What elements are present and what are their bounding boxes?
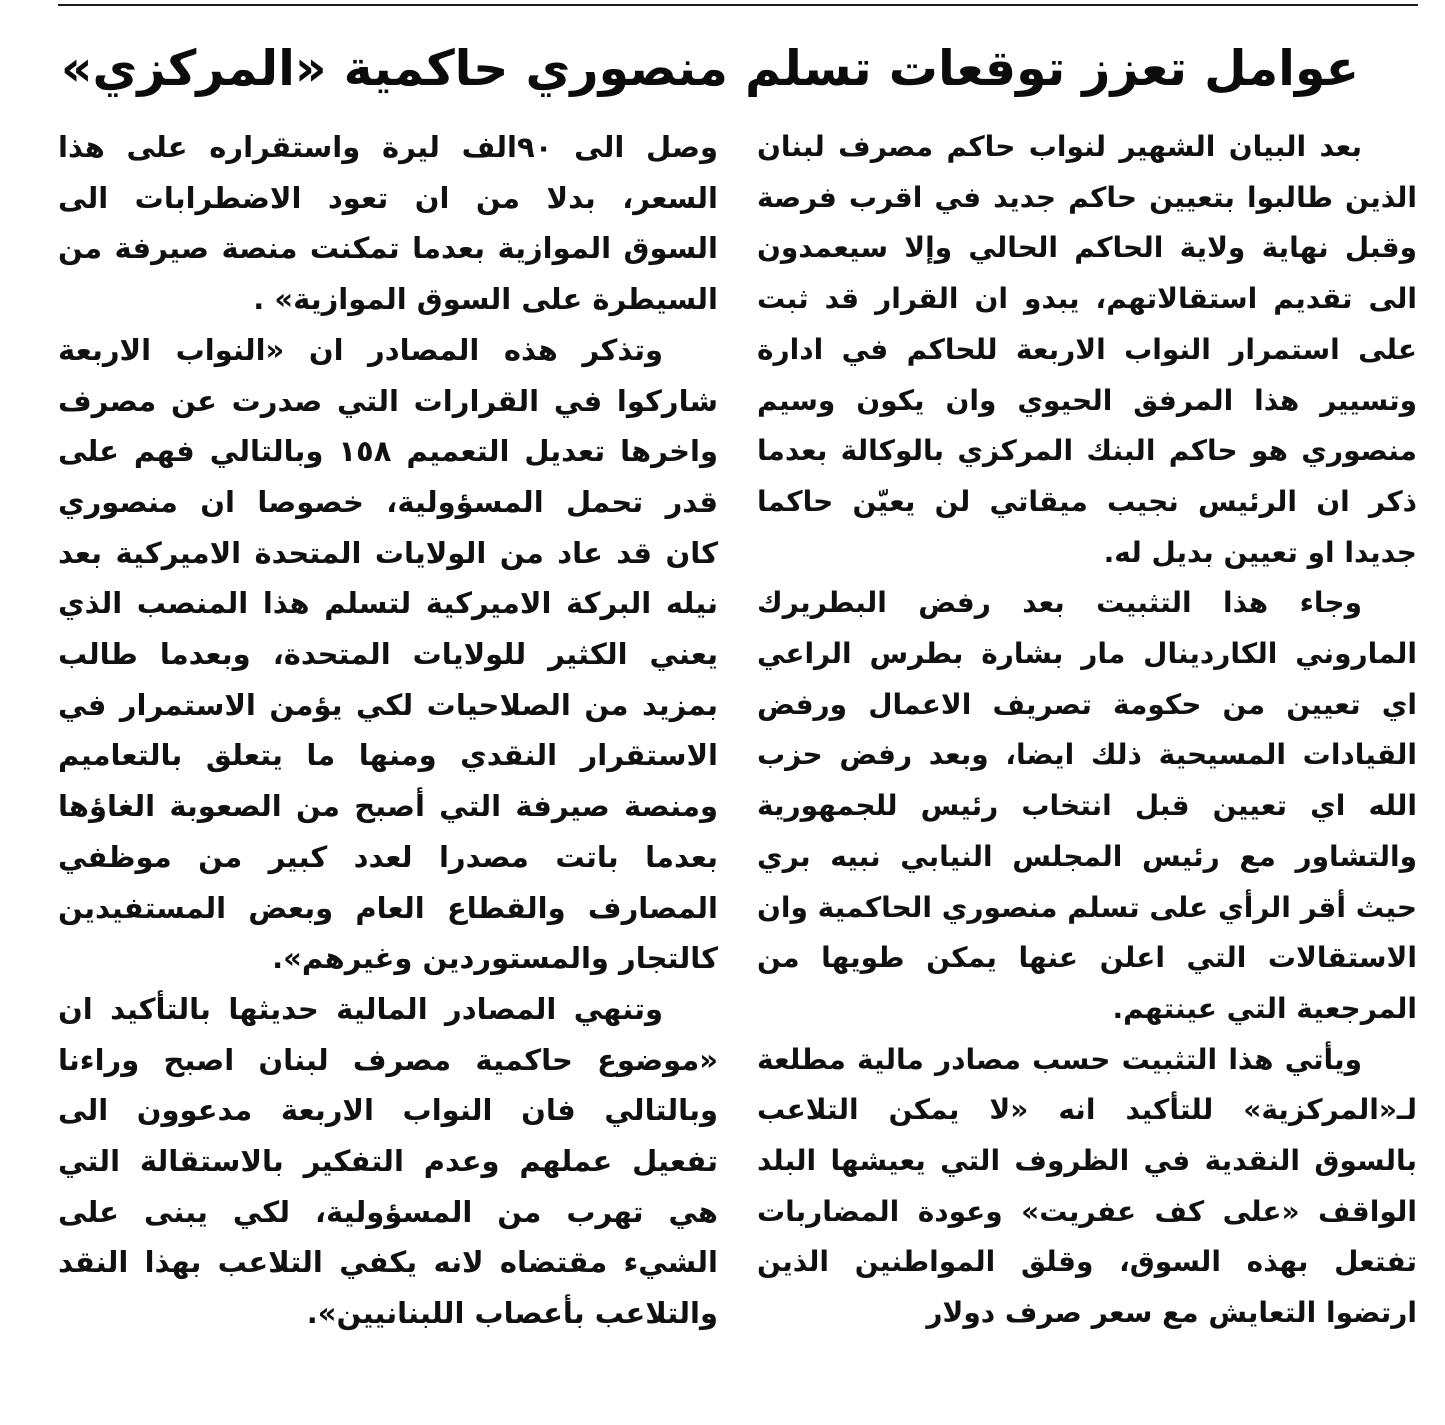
paragraph: وتذكر هذه المصادر ان «النواب الاربعة شاركوا في القرارات التي صدرت عن مصرف واخرها تعديل التعميم ١٥٨ وبالتالي فهم على قدر تحمل المسؤولية، خصوصا ان منصوري كان قد عاد من الولايات المتحدة الاميركية بعد نيله البركة الاميركية لتسلم هذا المنصب الذي يعني الكثير للولايات المتحدة، وبعدما طالب بمزيد من الصلاحيات لكي يؤمن الاستمرار في الاستقرار النقدي ومنها ما يتعلق بالتعاميم ومنصة صيرفة التي أصبح من الصعوبة الغاؤها بعدما باتت مصدرا لعدد كبير من موظفي المصارف والقطاع العام وبعض المستفيدين كالتجار والمستوردين وغيرهم».: [58, 332, 718, 976]
paragraph: وجاء هذا التثبيت بعد رفض البطريرك الماروني الكاردينال مار بشارة بطرس الراعي اي تعيين من حكومة تصريف الاعمال ورفض القيادات المسيحية ذلك ايضا، وبعد رفض حزب الله اي تعيين قبل انتخاب رئيس للجمهورية والتشاور مع رئيس المجلس النيابي نبيه بري حيث أقر الرأي على تسلم منصوري الحاكمية وان الاستقالات التي اعلن عنها يمكن طويها من المرجعية التي عينتهم.: [757, 586, 1417, 1025]
article-headline: عوامل تعزز توقعات تسلم منصوري حاكمية «المركزي»: [60, 40, 1360, 97]
article-column-left: [58, 122, 718, 1372]
paragraph: وتنهي المصادر المالية حديثها بالتأكيد ان «موضوع حاكمية مصرف لبنان اصبح وراءنا وبالتالي فان النواب الاربعة مدعوون الى تفعيل عملهم وعدم التفكير بالاستقالة التي هي تهرب من المسؤولية، لكي يبنى على الشيء مقتضاه لانه يكفي التلاعب بهذا النقد والتلاعب بأعصاب اللبنانيين».: [58, 991, 718, 1331]
paragraph: ويأتي هذا التثبيت حسب مصادر مالية مطلعة لـ«المركزية» للتأكيد انه «لا يمكن التلاعب بالسوق النقدية في الظروف التي يعيشها البلد الواقف «على كف عفريت» وعودة المضاربات تفتعل بهذه السوق، وقلق المواطنين الذين ارتضوا التعايش مع سعر صرف دولار: [757, 1042, 1417, 1330]
top-divider-line: [58, 4, 1418, 6]
paragraph: بعد البيان الشهير لنواب حاكم مصرف لبنان الذين طالبوا بتعيين حاكم جديد في اقرب فرصة وقبل نهاية ولاية الحاكم الحالي وإلا سيعمدون الى تقديم استقالاتهم، يبدو ان القرار قد ثبت على استمرار النواب الاربعة للحاكم في ادارة وتسيير هذا المرفق الحيوي وان يكون وسيم منصوري هو حاكم البنك المركزي بالوكالة بعدما ذكر ان الرئيس نجيب ميقاتي لن يعيّن حاكما جديدا او تعيين بديل له.: [757, 130, 1417, 569]
article-column-right: [757, 122, 1417, 1372]
paragraph: وصل الى ٩٠الف ليرة واستقراره على هذا السعر، بدلا من ان تعود الاضطرابات الى السوق الموازية بعدما تمكنت منصة صيرفة من السيطرة على السوق الموازية» .: [58, 130, 718, 317]
